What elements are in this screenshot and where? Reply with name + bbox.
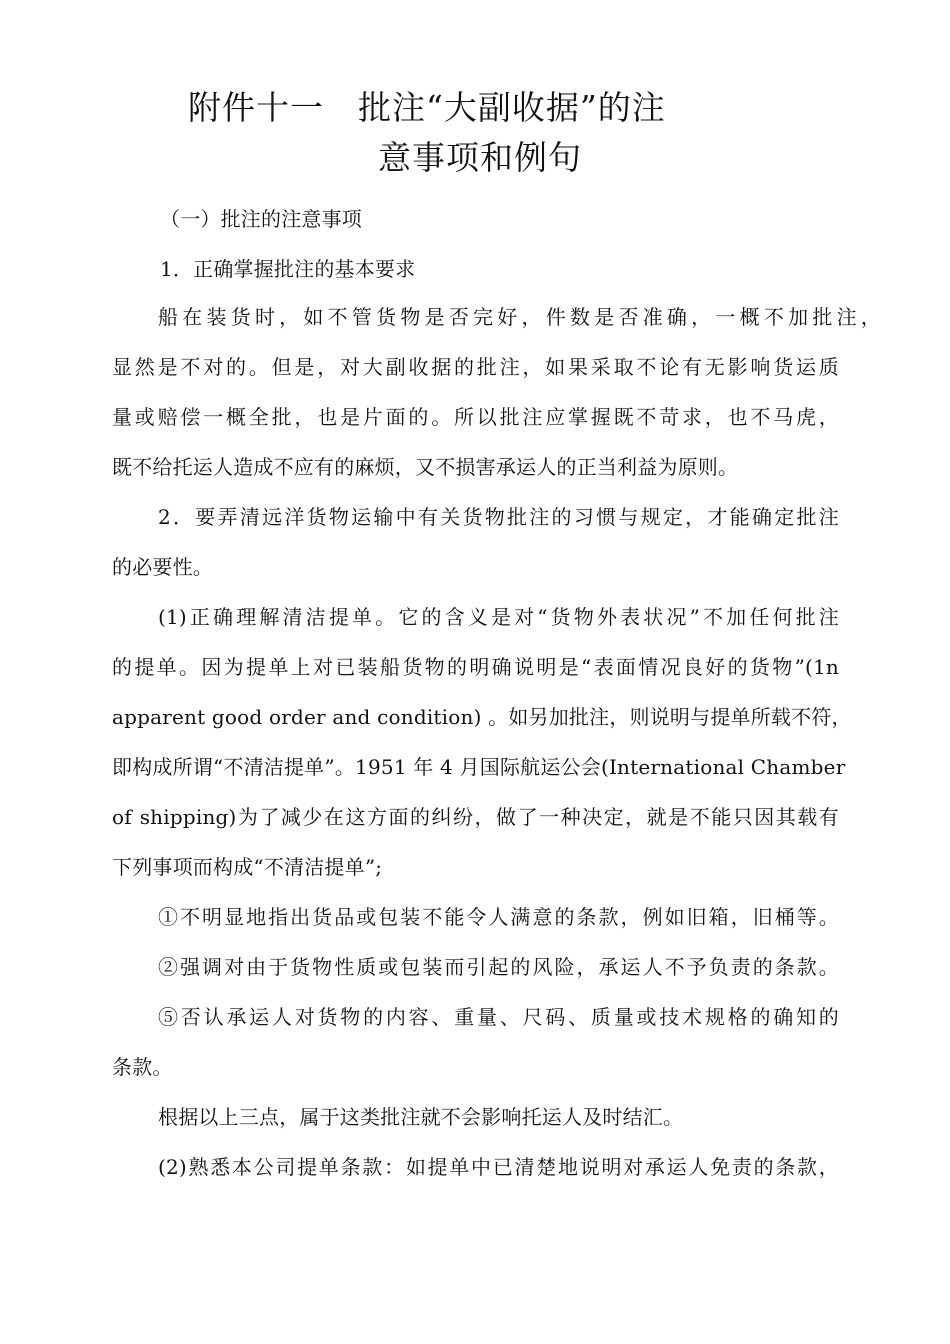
list-item-2: ②强调对由于货物性质或包装而引起的风险，承运人不予负责的条款。 xyxy=(158,955,839,979)
paragraph-2-line-1: (1)正确理解清洁提单。它的含义是对“货物外表状况”不加任何批注 xyxy=(158,605,839,629)
subheading-2-line-2: 的必要性。 xyxy=(112,555,213,579)
paragraph-3: 根据以上三点，属于这类批注就不会影响托运人及时结汇。 xyxy=(158,1105,684,1129)
paragraph-2-line-4: 即构成所谓“不清洁提单”。1951 年 4 月国际航运公会(International Chamber xyxy=(112,755,846,779)
paragraph-1-line-4: 既不给托运人造成不应有的麻烦，又不损害承运人的正当利益为原则。 xyxy=(112,455,739,479)
title-line-1: 附件十一 批注“大副收据”的注 xyxy=(188,88,666,127)
paragraph-2-line-6: 下列事项而构成“不清洁提单”; xyxy=(112,855,383,879)
title-line-2: 意事项和例句 xyxy=(378,138,582,177)
paragraph-2-line-5: of shipping)为了减少在这方面的纠纷，做了一种决定，就是不能只因其载有 xyxy=(112,805,839,829)
list-item-3-line-2: 条款。 xyxy=(112,1055,173,1079)
subheading-2-line-1: 2．要弄清远洋货物运输中有关货物批注的习惯与规定，才能确定批注 xyxy=(158,505,839,529)
list-item-1: ①不明显地指出货品或包装不能令人满意的条款，例如旧箱，旧桶等。 xyxy=(158,905,839,929)
paragraph-2-line-3: apparent good order and condition) 。如另加批注，则说明与提单所载不符， xyxy=(112,705,852,729)
list-item-3-line-1: ⑤否认承运人对货物的内容、重量、尺码、质量或技术规格的确知的 xyxy=(158,1005,839,1029)
subheading-1: 1．正确掌握批注的基本要求 xyxy=(160,257,416,281)
paragraph-4-line-1: (2)熟悉本公司提单条款：如提单中已清楚地说明对承运人免责的条款， xyxy=(158,1155,839,1179)
paragraph-1-line-3: 量或赔偿一概全批，也是片面的。所以批注应掌握既不苛求，也不马虎， xyxy=(112,405,839,429)
paragraph-1-line-2: 显然是不对的。但是，对大副收据的批注，如果采取不论有无影响货运质 xyxy=(112,355,839,379)
paragraph-2-line-2: 的提单。因为提单上对已装船货物的明确说明是“表面情况良好的货物”(1n xyxy=(112,655,839,679)
paragraph-1-line-1: 船在装货时，如不管货物是否完好，件数是否准确，一概不加批注， xyxy=(158,305,881,329)
section-heading: （一）批注的注意事项 xyxy=(160,207,362,231)
